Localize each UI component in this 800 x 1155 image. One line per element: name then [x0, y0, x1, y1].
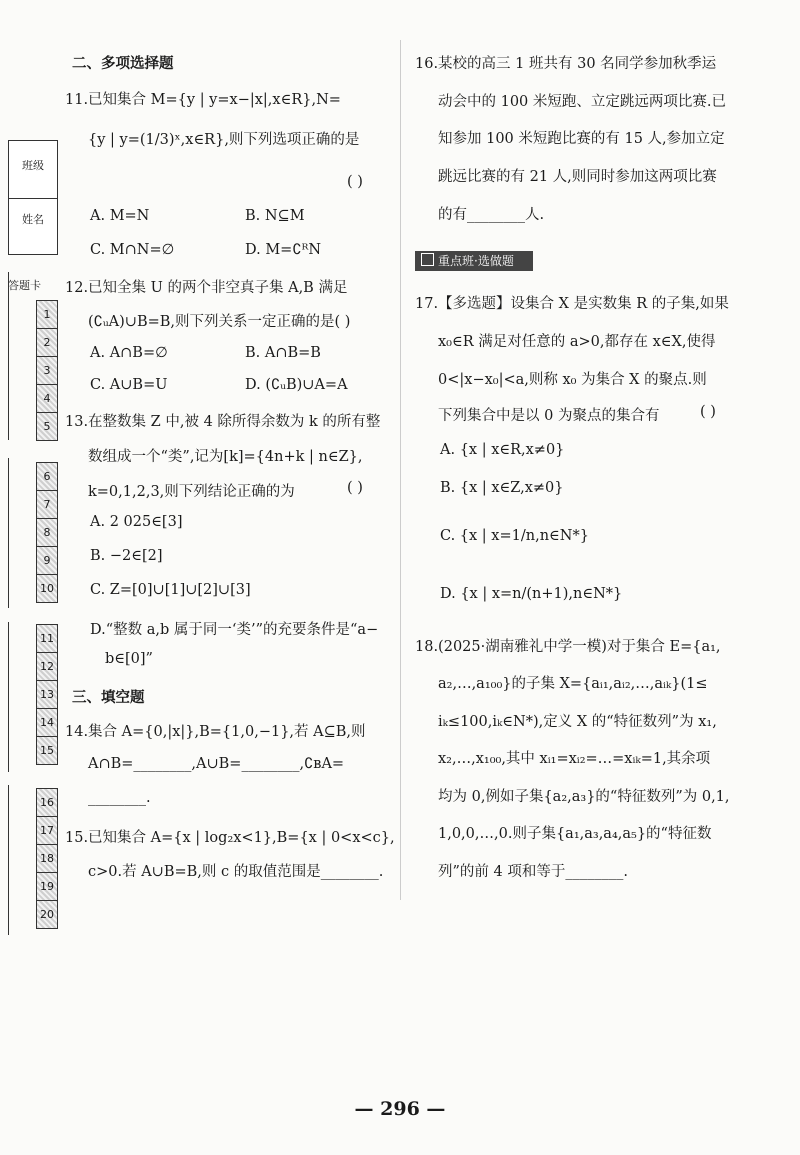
q12-option-a: A. A∩B=∅ [90, 345, 168, 361]
q12-line-1: 12.已知全集 U 的两个非空真子集 A,B 满足 [65, 280, 348, 296]
q18-line-1: 18.(2025·湖南雅礼中学一模)对于集合 E={a₁, [415, 639, 721, 655]
q11-line-2: {y | y=(1/3)ˣ,x∈R},则下列选项正确的是 [88, 132, 360, 148]
answer-tab-14[interactable]: 14 [36, 708, 58, 737]
q12-line-2: (∁ᵤA)∪B=B,则下列关系一定正确的是( ) [88, 314, 351, 330]
q17-option-a: A. {x | x∈R,x≠0} [440, 442, 565, 458]
elective-section-badge [415, 251, 533, 271]
document-icon [421, 253, 434, 266]
answer-card-border [8, 622, 9, 772]
q15-line-2: c>0.若 A∪B=B,则 c 的取值范围是________. [88, 864, 384, 880]
answer-tab-11[interactable]: 11 [36, 624, 58, 653]
q11-answer-paren: ( ) [347, 174, 363, 190]
q17-answer-paren: ( ) [700, 404, 716, 420]
q17-option-c: C. {x | x=1/n,n∈N*} [440, 528, 589, 544]
q11-option-a: A. M=N [90, 208, 150, 224]
q13-option-d-line-1: D.“整数 a,b 属于同一‘类’”的充要条件是“a− [90, 622, 379, 638]
answer-tab-15[interactable]: 15 [36, 736, 58, 765]
q17-option-b: B. {x | x∈Z,x≠0} [440, 480, 564, 496]
answer-tab-17[interactable]: 17 [36, 816, 58, 845]
answer-tab-3[interactable]: 3 [36, 356, 58, 385]
answer-tab-20[interactable]: 20 [36, 900, 58, 929]
column-divider [400, 40, 401, 900]
answer-card-border [8, 272, 9, 440]
q18-line-5: 均为 0,例如子集{a₂,a₃}的“特征数列”为 0,1, [438, 789, 730, 805]
q12-option-c: C. A∪B=U [90, 377, 168, 393]
class-box[interactable] [8, 140, 58, 200]
name-label: 姓名 [22, 213, 44, 226]
answer-tab-7[interactable]: 7 [36, 490, 58, 519]
q12-option-d: D. (∁ᵤB)∪A=A [245, 377, 348, 393]
q17-line-1: 17.【多选题】设集合 X 是实数集 R 的子集,如果 [415, 296, 729, 312]
answer-tab-8[interactable]: 8 [36, 518, 58, 547]
q18-line-7: 列”的前 4 项和等于________. [438, 864, 628, 880]
q18-line-4: x₂,…,x₁₀₀,其中 xᵢ₁=xᵢ₂=…=xᵢₖ=1,其余项 [438, 751, 711, 767]
q13-option-c: C. Z=[0]∪[1]∪[2]∪[3] [90, 582, 251, 598]
section-title-fill-blank: 三、填空题 [72, 690, 145, 706]
q16-line-5: 的有________人. [438, 207, 545, 223]
q16-line-4: 跳远比赛的有 21 人,则同时参加这两项比赛 [438, 169, 717, 185]
q16-line-2: 动会中的 100 米短跑、立定跳远两项比赛.已 [438, 94, 727, 110]
q13-line-3: k=0,1,2,3,则下列结论正确的为 [88, 484, 295, 500]
q13-line-1: 13.在整数集 Z 中,被 4 除所得余数为 k 的所有整 [65, 414, 381, 430]
answer-tab-16[interactable]: 16 [36, 788, 58, 817]
answer-tab-6[interactable]: 6 [36, 462, 58, 491]
q18-line-3: iₖ≤100,iₖ∈N*),定义 X 的“特征数列”为 x₁, [438, 714, 717, 730]
q13-option-d-line-2: b∈[0]” [105, 651, 153, 667]
answer-card-border [8, 785, 9, 935]
answer-card-border [8, 458, 9, 608]
answer-tab-2[interactable]: 2 [36, 328, 58, 357]
page-number: — 296 — [354, 1098, 446, 1120]
answer-tab-12[interactable]: 12 [36, 652, 58, 681]
q13-line-2: 数组成一个“类”,记为[k]={4n+k | n∈Z}, [88, 449, 363, 465]
answer-tab-19[interactable]: 19 [36, 872, 58, 901]
q13-option-b: B. −2∈[2] [90, 548, 163, 564]
q16-line-3: 知参加 100 米短跑比赛的有 15 人,参加立定 [438, 131, 725, 147]
q15-line-1: 15.已知集合 A={x | log₂x<1},B={x | 0<x<c}, [65, 830, 395, 846]
answer-tab-4[interactable]: 4 [36, 384, 58, 413]
q14-line-2: A∩B=________,A∪B=________,∁ʙA= [88, 756, 345, 772]
section-title-multi-choice: 二、多项选择题 [72, 56, 174, 72]
answer-tab-9[interactable]: 9 [36, 546, 58, 575]
q17-option-d: D. {x | x=n/(n+1),n∈N*} [440, 586, 623, 602]
class-label: 班级 [22, 159, 44, 172]
q17-line-4: 下列集合中是以 0 为聚点的集合有 [438, 408, 660, 424]
q17-line-2: x₀∈R 满足对任意的 a>0,都存在 x∈X,使得 [438, 334, 716, 350]
answer-tab-1[interactable]: 1 [36, 300, 58, 329]
q14-line-3: ________. [88, 790, 151, 806]
answer-tab-18[interactable]: 18 [36, 844, 58, 873]
answer-tab-5[interactable]: 5 [36, 412, 58, 441]
q13-answer-paren: ( ) [347, 480, 363, 496]
q13-option-a: A. 2 025∈[3] [90, 514, 183, 530]
answer-tab-13[interactable]: 13 [36, 680, 58, 709]
answer-card-label: 答题卡 [8, 279, 41, 292]
q11-option-d: D. M=∁ᴿN [245, 242, 322, 258]
badge-label: 重点班·选做题 [438, 254, 514, 268]
q11-line-1: 11.已知集合 M={y | y=x−|x|,x∈R},N= [65, 92, 341, 108]
answer-tab-10[interactable]: 10 [36, 574, 58, 603]
q11-option-c: C. M∩N=∅ [90, 242, 175, 258]
q17-line-3: 0<|x−x₀|<a,则称 x₀ 为集合 X 的聚点.则 [438, 372, 707, 388]
q18-line-2: a₂,…,a₁₀₀}的子集 X={aᵢ₁,aᵢ₂,…,aᵢₖ}(1≤ [438, 676, 708, 692]
q11-option-b: B. N⊆M [245, 208, 305, 224]
name-box[interactable] [8, 198, 58, 255]
q16-line-1: 16.某校的高三 1 班共有 30 名同学参加秋季运 [415, 56, 717, 72]
q14-line-1: 14.集合 A={0,|x|},B={1,0,−1},若 A⊆B,则 [65, 724, 366, 740]
q12-option-b: B. A∩B=B [245, 345, 321, 361]
q18-line-6: 1,0,0,…,0.则子集{a₁,a₃,a₄,a₅}的“特征数 [438, 826, 712, 842]
